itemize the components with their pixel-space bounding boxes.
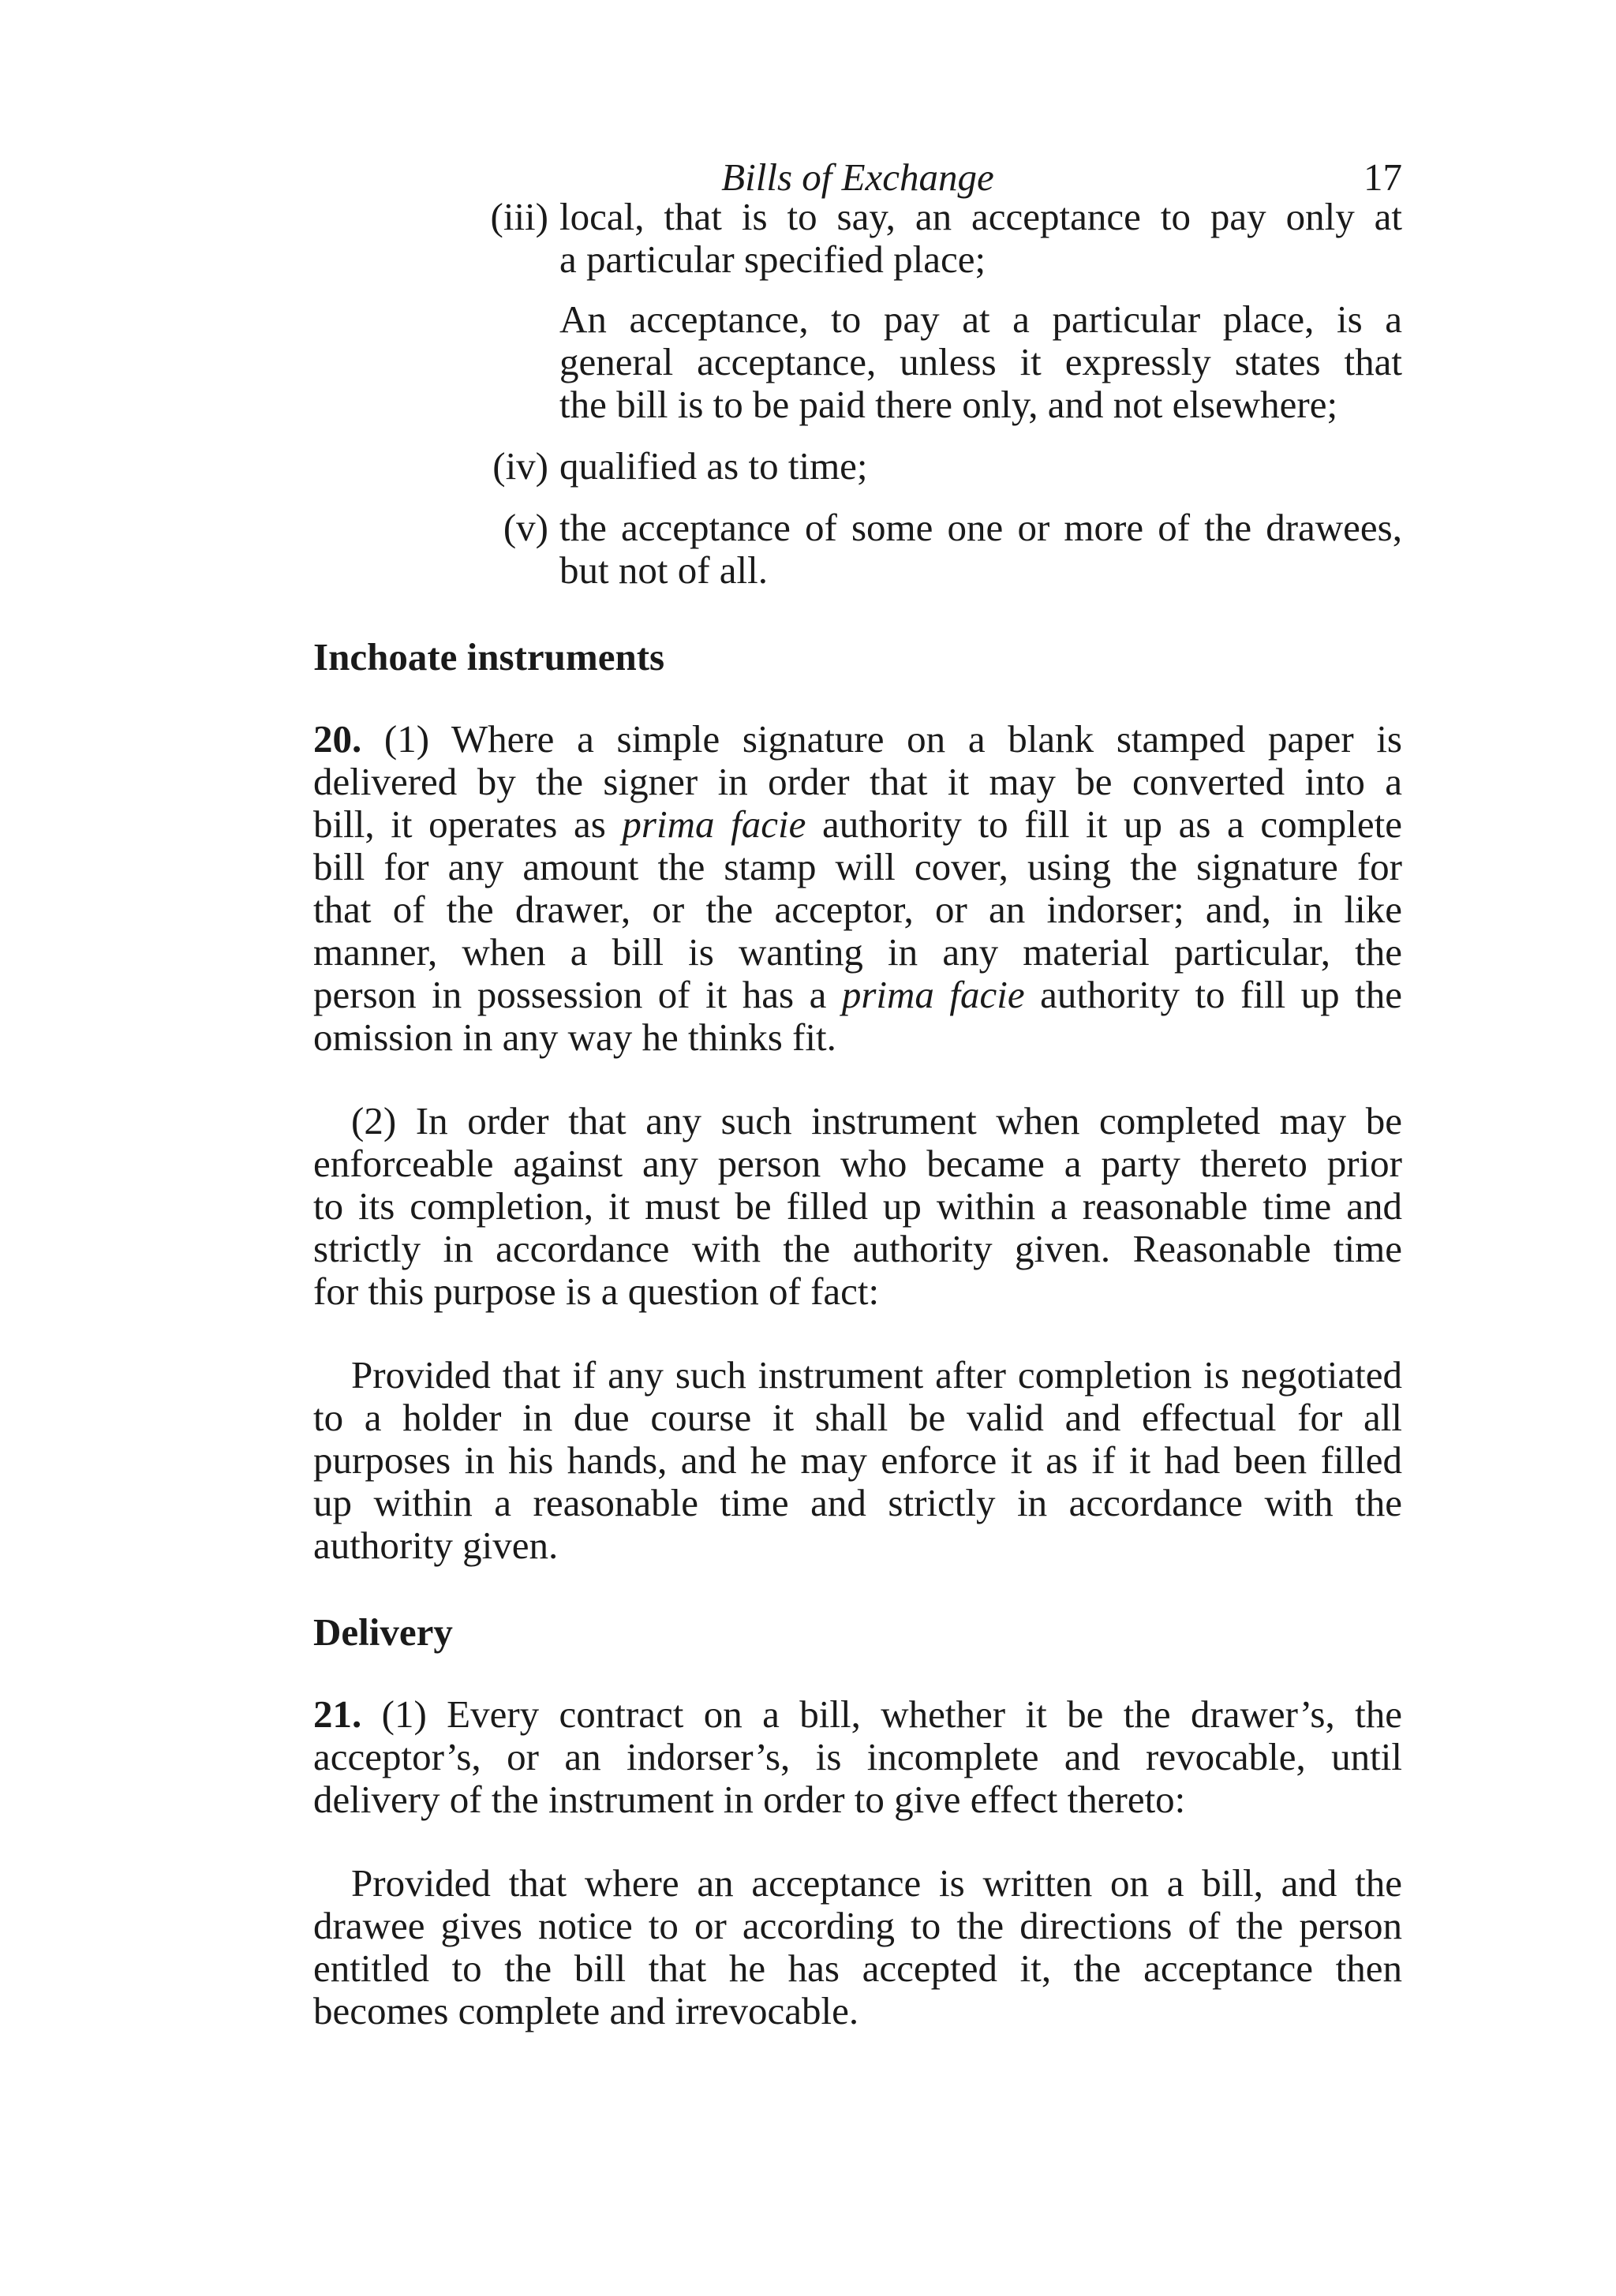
note-text-line: the bill is to be paid there only, and not elsewhere; <box>559 383 1338 426</box>
list-item-number: (iv) <box>492 444 548 488</box>
paragraph-text-line: 20. (1) Where a simple signature on a blank stamped paper is <box>313 717 1402 761</box>
paragraph-text-line: to its completion, it must be filled up within a reasonable time and <box>313 1184 1402 1228</box>
running-header <box>313 142 1402 199</box>
page-number: 17 <box>1364 155 1402 199</box>
paragraph-text-line: delivered by the signer in order that it may be converted into a <box>313 760 1402 803</box>
section-21-proviso <box>313 1862 1402 2032</box>
paragraph-text-line: becomes complete and irrevocable. <box>313 1989 859 2032</box>
paragraph-text-line: that of the drawer, or the acceptor, or an indorser; and, in like <box>313 888 1402 931</box>
paragraph-text-line: bill for any amount the stamp will cover, using the signature for <box>313 845 1402 888</box>
paragraph-text-line: person in possession of it has a prima facie authority to fill up the <box>313 973 1403 1016</box>
list-item-number: (iii) <box>490 195 548 238</box>
list-item-text-line: qualified as to time; <box>559 444 868 488</box>
document-page <box>313 142 1402 2032</box>
paragraph-text-line: 21. (1) Every contract on a bill, whether it be the drawer’s, the <box>313 1692 1402 1736</box>
section-21-paragraph-1 <box>313 1693 1402 1821</box>
list-item-iii <box>313 196 1402 281</box>
paragraph-text-line: bill, it operates as prima facie authority to fill it up as a complete <box>313 802 1402 846</box>
paragraph-text-line: delivery of the instrument in order to give effect thereto: <box>313 1778 1186 1821</box>
section-heading-delivery: Delivery <box>313 1610 453 1654</box>
paragraph-text-line: enforceable against any person who became a party thereto prior <box>313 1142 1402 1185</box>
section-20-proviso <box>313 1354 1402 1567</box>
section-number: 21. <box>313 1692 362 1736</box>
paragraph-text-line: strictly in accordance with the authority given. Reasonable time <box>313 1227 1402 1270</box>
list-item-v <box>313 507 1402 592</box>
paragraph-text-line: acceptor’s, or an indorser’s, is incomplete and revocable, until <box>313 1735 1402 1778</box>
paragraph-text-line: Provided that where an acceptance is written on a bill, and the <box>351 1861 1402 1905</box>
paragraph-text-line: (2) In order that any such instrument when completed may be <box>351 1099 1402 1142</box>
section-heading-inchoate: Inchoate instruments <box>313 635 665 679</box>
paragraph-text-line: drawee gives notice to or according to the directions of the person <box>313 1904 1402 1947</box>
note-text-line: general acceptance, unless it expressly states that <box>559 340 1402 383</box>
header-title: Bills of Exchange <box>721 155 994 199</box>
list-item-note <box>313 298 1402 426</box>
paragraph-text-line: purposes in his hands, and he may enforce it as if it had been filled <box>313 1438 1402 1482</box>
paragraph-text-line: for this purpose is a question of fact: <box>313 1270 880 1313</box>
paragraph-text-line: entitled to the bill that he has accepted it, the acceptance then <box>313 1946 1402 1990</box>
list-item-text-line: but not of all. <box>559 548 769 592</box>
list-item-text-line: local, that is to say, an acceptance to pay only at <box>559 195 1402 238</box>
section-20-paragraph-2 <box>313 1100 1402 1313</box>
note-text-line: An acceptance, to pay at a particular place, is a <box>559 297 1402 341</box>
paragraph-text-line: Provided that if any such instrument after completion is negotiated <box>351 1353 1402 1397</box>
section-number: 20. <box>313 717 362 761</box>
paragraph-text-line: to a holder in due course it shall be valid and effectual for all <box>313 1396 1402 1439</box>
paragraph-text-line: omission in any way he thinks fit. <box>313 1015 836 1059</box>
paragraph-text-line: up within a reasonable time and strictly in accordance with the <box>313 1481 1402 1524</box>
list-item-text-line: a particular specified place; <box>559 237 986 281</box>
paragraph-text-line: authority given. <box>313 1524 559 1567</box>
list-item-text-line: the acceptance of some one or more of the drawees, <box>559 506 1402 549</box>
section-20-paragraph-1 <box>313 718 1402 1059</box>
list-item-number: (v) <box>503 506 548 549</box>
list-item-iv <box>313 445 1402 488</box>
paragraph-text-line: manner, when a bill is wanting in any material particular, the <box>313 930 1402 974</box>
